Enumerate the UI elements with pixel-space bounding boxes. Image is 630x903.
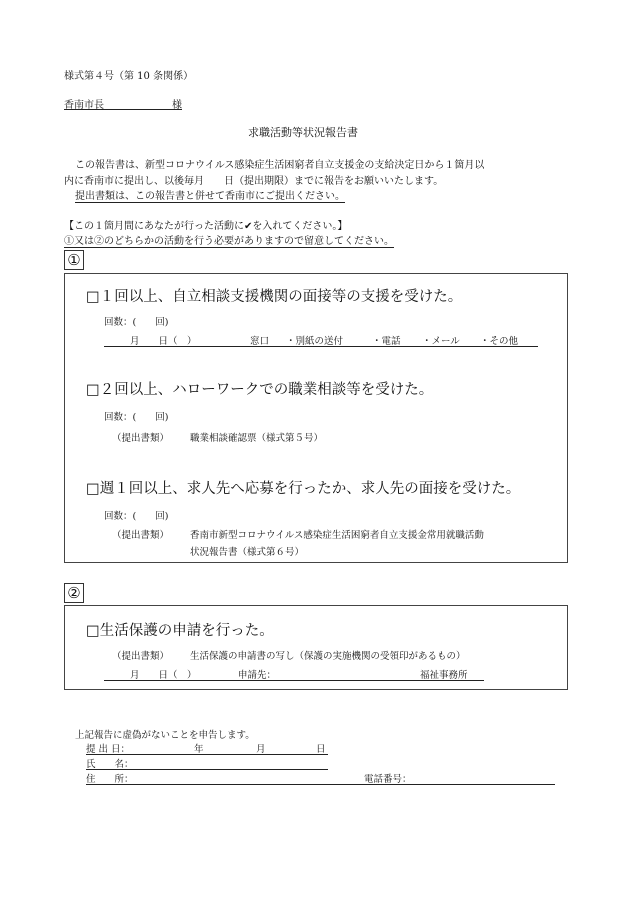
item-1-method-phone: ・電話 — [372, 336, 401, 347]
name-line[interactable] — [86, 756, 328, 770]
address-label: 住 所： — [86, 774, 134, 785]
item-1-heading — [86, 285, 462, 306]
addressee-line — [64, 96, 182, 110]
section-1-marker: ① — [64, 250, 84, 270]
item-3-docs-line-1: 香南市新型コロナウイルス感染症生活困窮者自立支援金常用就職活動 — [190, 530, 484, 541]
item-4-docs-label: （提出書類） — [112, 651, 170, 662]
item-2-checkbox[interactable]: □ — [86, 382, 100, 398]
item-2-docs: 職業相談確認票（様式第５号） — [190, 433, 324, 444]
item-1-count: 回数：( 回) — [104, 317, 169, 328]
submit-date-line — [86, 741, 328, 755]
submit-day: 日 — [316, 744, 326, 755]
addressee-suffix: 様 — [172, 100, 182, 111]
item-1-method-counter: 窓口 — [250, 336, 270, 347]
item-1-method-other: ・その他 — [480, 336, 519, 347]
name-label: 氏 名： — [86, 759, 134, 770]
addressee-name: 香南市長 — [64, 100, 104, 111]
item-2-label: ２回以上、ハローワークでの職業相談等を受けた。 — [99, 382, 434, 398]
submit-month: 月 — [256, 744, 266, 755]
item-1-method-email: ・メール — [422, 336, 460, 347]
item-1-method-mail-out: ・別紙の送付 — [286, 336, 344, 347]
intro-line-3: 提出書類は、この報告書と併せて香南市にご提出ください。 — [75, 187, 345, 203]
item-4-applicant-label: 申請先： — [238, 670, 277, 681]
item-3-heading — [86, 477, 520, 498]
item-3-checkbox[interactable]: □ — [86, 481, 100, 497]
item-3-count: 回数：( 回) — [104, 511, 169, 522]
intro-line-2: 内に香南市に提出し、以後毎月 日（提出期限）までに報告をお願いいたします。 — [64, 176, 444, 187]
item-1-date: 月 日（ ） — [130, 336, 197, 347]
submit-year: 年 — [194, 744, 204, 755]
section-2-marker: ② — [64, 583, 84, 603]
item-4-detail-line — [104, 667, 484, 681]
instruction-line-1: 【この１箇月間にあなたが行った活動に✔を入れてください。】 — [64, 221, 348, 232]
item-4-date: 月 日（ ） — [130, 670, 197, 681]
item-4-docs: 生活保護の申請書の写し（保護の実施機関の受領印があるもの） — [190, 651, 466, 662]
submit-date-label: 提 出 日： — [86, 744, 131, 755]
item-1-detail-line — [104, 333, 538, 347]
item-4-checkbox[interactable]: □ — [86, 623, 100, 639]
form-number: 様式第４号（第 10 条関係） — [64, 71, 194, 82]
item-4-label: 生活保護の申請を行った。 — [99, 623, 274, 639]
intro-line-1: この報告書は、新型コロナウイルス感染症生活困窮者自立支援金の支給決定日から１箇月以 — [75, 160, 485, 171]
item-1-label: １回以上、自立相談支援機関の面接等の支援を受けた。 — [99, 289, 463, 305]
address-line[interactable] — [86, 771, 555, 785]
item-2-docs-label: （提出書類） — [112, 433, 170, 444]
item-3-docs-line-2: 状況報告書（様式第６号） — [190, 547, 305, 558]
document-title: 求職活動等状況報告書 — [248, 126, 358, 139]
item-2-heading — [86, 378, 433, 399]
declaration-statement: 上記報告に虚偽がないことを申告します。 — [75, 730, 255, 741]
item-3-label: 週１回以上、求人先へ応募を行ったか、求人先の面接を受けた。 — [99, 481, 521, 497]
item-4-office: 福祉事務所 — [420, 670, 468, 681]
item-1-checkbox[interactable]: □ — [86, 289, 100, 305]
item-2-count: 回数：( 回) — [104, 412, 169, 423]
item-3-docs-label: （提出書類） — [112, 530, 170, 541]
instruction-line-2: ①又は②のどちらかの活動を行う必要がありますので留意してください。 — [64, 232, 394, 248]
item-4-heading — [86, 619, 274, 640]
phone-label: 電話番号： — [364, 774, 412, 785]
